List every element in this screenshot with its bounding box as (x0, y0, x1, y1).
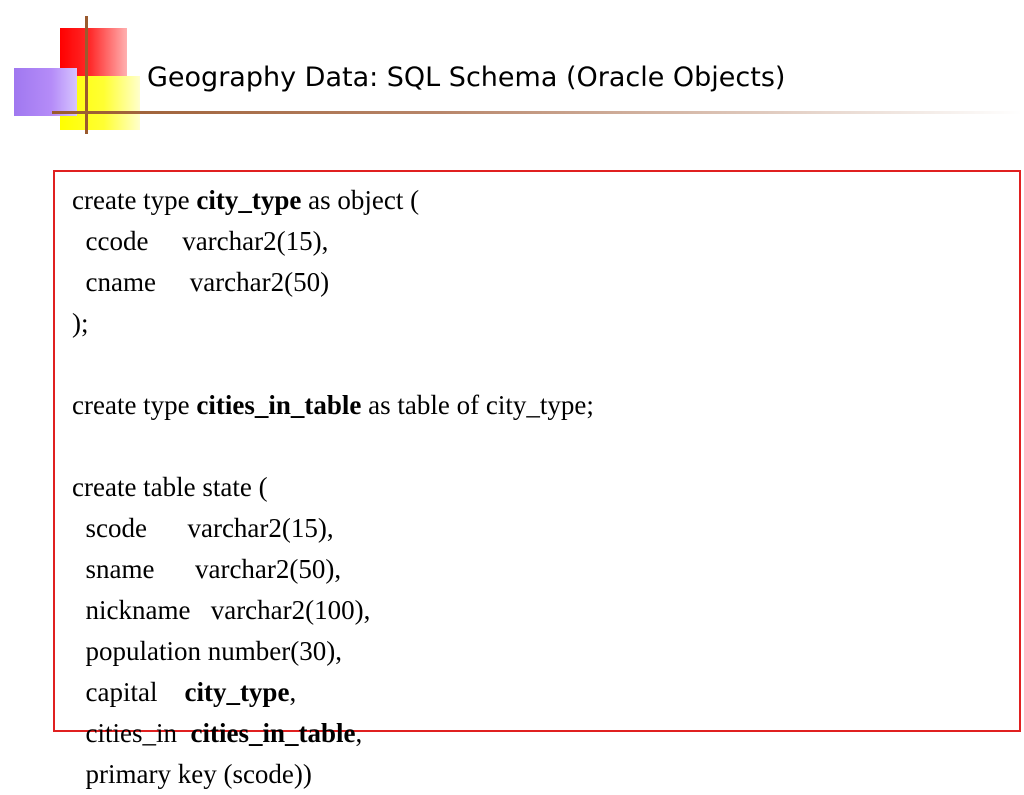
code-text: cname varchar2(50) (72, 267, 330, 297)
code-text: ); (72, 308, 89, 338)
code-text: as table of city_type; (361, 390, 594, 420)
code-keyword-bold: cities_in_table (196, 390, 362, 420)
code-text: , (289, 677, 297, 707)
decorative-logo (0, 0, 140, 140)
code-line (72, 221, 594, 262)
code-keyword-bold: cities_in_table (190, 718, 356, 748)
code-text: create table state ( (72, 472, 268, 502)
code-line (72, 508, 594, 549)
code-line (72, 262, 594, 303)
code-line (72, 180, 594, 221)
logo-purple-square (14, 68, 77, 116)
code-line (72, 344, 594, 385)
code-line (72, 467, 594, 508)
code-keyword-bold: city_type (196, 185, 302, 215)
code-text: ccode varchar2(15), (72, 226, 329, 256)
code-keyword-bold: city_type (184, 677, 290, 707)
code-text: nickname varchar2(100), (72, 595, 371, 625)
code-text: , (355, 718, 363, 748)
code-line (72, 303, 594, 344)
code-line (72, 754, 594, 795)
logo-vertical-rule (85, 16, 88, 134)
code-text: sname varchar2(50), (72, 554, 342, 584)
code-text: cities_in (72, 718, 191, 748)
code-text: population number(30), (72, 636, 342, 666)
code-text: create type (72, 390, 197, 420)
code-text: primary key (scode)) (72, 759, 312, 789)
slide-title: Geography Data: SQL Schema (Oracle Objects) (147, 62, 786, 93)
title-underline-rule (52, 111, 1022, 114)
code-line (72, 713, 594, 754)
code-line (72, 549, 594, 590)
sql-code-block (72, 180, 594, 795)
code-line (72, 672, 594, 713)
code-text: scode varchar2(15), (72, 513, 334, 543)
code-text: capital (72, 677, 185, 707)
code-text: as object ( (301, 185, 420, 215)
code-text: create type (72, 185, 197, 215)
code-line (72, 385, 594, 426)
code-line (72, 590, 594, 631)
code-line (72, 426, 594, 467)
code-line (72, 631, 594, 672)
